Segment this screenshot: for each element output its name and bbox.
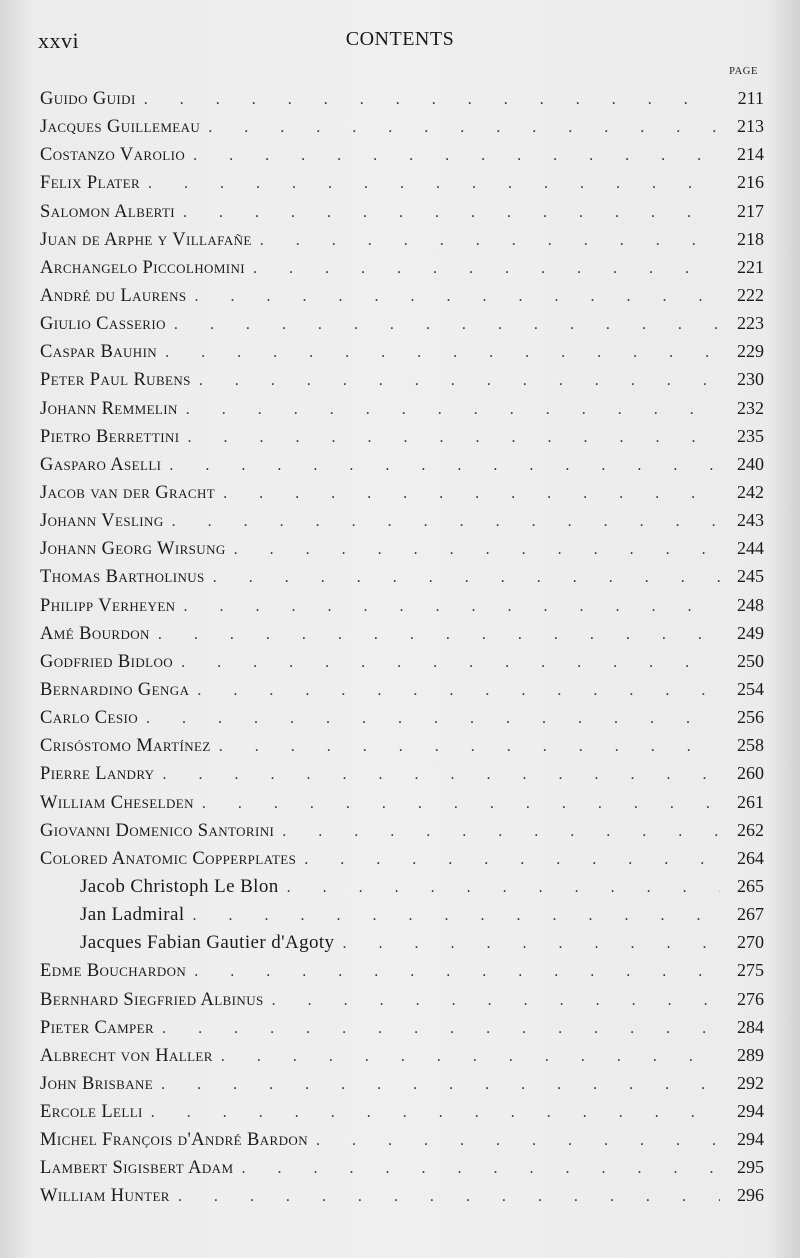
toc-entry-name: Jacob Christoph Le Blon [80, 875, 279, 897]
toc-entry [40, 168, 764, 196]
toc-entry-name: Johann Georg Wirsung [40, 539, 226, 560]
toc-entry-page: 275 [737, 960, 764, 981]
toc-entry-name: Crisóstomo Martínez [40, 736, 211, 757]
toc-entry [40, 900, 764, 928]
toc-entry-page: 232 [737, 397, 764, 418]
dot-leader [193, 142, 720, 170]
toc-entry-name: Michel François d'André Bardon [40, 1130, 308, 1151]
toc-entry [40, 478, 764, 506]
toc-entry-name: Peter Paul Rubens [40, 370, 191, 391]
toc-entry [40, 703, 764, 731]
toc-entry [40, 759, 764, 787]
toc-entry-name: Pieter Camper [40, 1017, 155, 1038]
toc-entry-page: 292 [737, 1072, 764, 1093]
dot-leader [178, 1183, 720, 1211]
toc-entry-name: Thomas Bartholinus [40, 567, 205, 588]
toc-entry [40, 534, 764, 562]
toc-entry-name: Carlo Cesio [40, 708, 138, 729]
toc-entry-page: 216 [737, 172, 764, 193]
toc-entry [40, 112, 764, 140]
toc-entry-name: Jacques Guillemeau [40, 117, 201, 138]
toc-entry-page: 258 [737, 735, 764, 756]
toc-entry-page: 261 [737, 791, 764, 812]
dot-leader [194, 958, 720, 986]
toc-entry-page: 294 [737, 1101, 764, 1122]
toc-entry-name: Caspar Bauhin [40, 342, 158, 363]
dot-leader [151, 1099, 720, 1127]
toc-entry-page: 221 [737, 256, 764, 277]
toc-entry-name: Bernardino Genga [40, 679, 190, 700]
toc-entry-name: William Cheselden [40, 792, 194, 813]
toc-entry [40, 985, 764, 1013]
toc-entry-name: Bernhard Siegfried Albinus [40, 989, 264, 1010]
toc-entry-name: Archangelo Piccolhomini [40, 257, 246, 278]
dot-leader [181, 649, 720, 677]
toc-entry-page: 295 [737, 1157, 764, 1178]
dot-leader [223, 480, 720, 508]
dot-leader [158, 621, 720, 649]
toc-entry [40, 1041, 764, 1069]
dot-leader [342, 930, 720, 958]
toc-entry-name: Jacob van der Gracht [40, 482, 216, 503]
dot-leader [234, 536, 720, 564]
dot-leader [172, 508, 720, 536]
toc-entry-page: 249 [737, 622, 764, 643]
toc-entry-page: 242 [737, 481, 764, 502]
toc-entry [40, 253, 764, 281]
dot-leader [187, 424, 720, 452]
toc-entry [40, 675, 764, 703]
toc-entry [40, 422, 764, 450]
toc-entry-page: 265 [737, 875, 764, 896]
dot-leader [260, 227, 720, 255]
toc-entry [40, 619, 764, 647]
toc-entry [40, 591, 764, 619]
toc-entry-page: 235 [737, 425, 764, 446]
toc-entry-name: Salomon Alberti [40, 201, 176, 222]
toc-entry-name: Amé Bourdon [40, 623, 150, 644]
toc-entry-name: Guido Guidi [40, 89, 136, 109]
toc-entry-page: 244 [737, 538, 764, 559]
dot-leader [144, 86, 720, 114]
toc-entry-name: Johann Vesling [40, 511, 164, 532]
toc-entry-page: 264 [737, 847, 764, 868]
table-of-contents [40, 84, 764, 1210]
dot-leader [221, 1043, 720, 1071]
toc-entry-page: 250 [737, 650, 764, 671]
toc-entry-name: William Hunter [40, 1186, 170, 1207]
toc-entry-page: 243 [737, 510, 764, 531]
toc-entry-name: Colored Anatomic Copperplates [40, 848, 297, 869]
dot-leader [186, 396, 720, 424]
toc-entry-page: 222 [737, 284, 764, 305]
dot-leader [183, 593, 720, 621]
toc-entry [40, 140, 764, 168]
toc-entry-name: André du Laurens [40, 285, 187, 306]
dot-leader [165, 339, 720, 367]
toc-entry [40, 1097, 764, 1125]
dot-leader [194, 283, 720, 311]
dot-leader [193, 902, 720, 930]
toc-entry [40, 225, 764, 253]
dot-leader [169, 452, 720, 480]
toc-entry-page: 256 [737, 707, 764, 728]
toc-entry [40, 394, 764, 422]
toc-entry-name: Juan de Arphe y Villafañe [40, 229, 252, 250]
toc-entry [40, 844, 764, 872]
toc-entry-name: Ercole Lelli [40, 1102, 143, 1123]
dot-leader [316, 1127, 720, 1155]
toc-entry [40, 281, 764, 309]
toc-entry [40, 562, 764, 590]
dot-leader [272, 987, 720, 1015]
toc-entry [40, 1069, 764, 1097]
toc-entry [40, 1013, 764, 1041]
dot-leader [146, 705, 720, 733]
toc-entry [40, 816, 764, 844]
toc-entry-name: Godfried Bidloo [40, 651, 174, 672]
dot-leader [282, 818, 720, 846]
toc-entry-page: 276 [737, 988, 764, 1009]
dot-leader [219, 733, 720, 761]
dot-leader [148, 170, 720, 198]
toc-entry [40, 956, 764, 984]
toc-entry-name: Giulio Casserio [40, 314, 166, 335]
toc-entry-page: 284 [737, 1016, 764, 1037]
toc-entry-page: 262 [737, 819, 764, 840]
toc-entry [40, 788, 764, 816]
toc-entry-name: Johann Remmelin [40, 398, 178, 419]
toc-entry [40, 365, 764, 393]
toc-entry [40, 872, 764, 900]
dot-leader [213, 564, 720, 592]
dot-leader [241, 1155, 720, 1183]
toc-entry [40, 1153, 764, 1181]
toc-entry-page: 240 [737, 453, 764, 474]
toc-entry-page: 213 [737, 116, 764, 137]
toc-entry-name: Albrecht von Haller [40, 1045, 213, 1066]
page-column-label: PAGE [729, 66, 758, 77]
page-title: CONTENTS [345, 28, 455, 50]
toc-entry-name: Gasparo Aselli [40, 454, 162, 475]
dot-leader [304, 846, 720, 874]
toc-entry [40, 731, 764, 759]
toc-entry [40, 1125, 764, 1153]
toc-entry [40, 928, 764, 956]
dot-leader [161, 1071, 720, 1099]
toc-entry [40, 337, 764, 365]
toc-entry-page: 260 [737, 763, 764, 784]
toc-entry-name: Pierre Landry [40, 764, 155, 785]
toc-entry-page: 296 [737, 1185, 764, 1206]
toc-entry-page: 294 [737, 1129, 764, 1150]
toc-entry [40, 647, 764, 675]
toc-entry [40, 1181, 764, 1209]
toc-entry [40, 197, 764, 225]
toc-entry-name: Lambert Sigisbert Adam [40, 1158, 234, 1179]
toc-entry-name: Jan Ladmiral [80, 904, 185, 926]
dot-leader [197, 677, 720, 705]
toc-entry-page: 245 [737, 566, 764, 587]
dot-leader [287, 874, 720, 902]
toc-entry-page: 223 [737, 313, 764, 334]
dot-leader [162, 761, 720, 789]
toc-entry-page: 214 [737, 144, 764, 165]
toc-entry-name: Costanzo Varolio [40, 145, 186, 166]
toc-entry-name: John Brisbane [40, 1073, 154, 1094]
toc-entry-name: Giovanni Domenico Santorini [40, 820, 275, 841]
toc-entry-page: 217 [737, 200, 764, 221]
dot-leader [183, 199, 720, 227]
toc-entry-page: 248 [737, 594, 764, 615]
toc-entry-page: 230 [737, 369, 764, 390]
toc-entry-page: 229 [737, 341, 764, 362]
toc-entry-page: 218 [737, 228, 764, 249]
toc-entry-page: 270 [737, 932, 764, 953]
toc-entry-name: Philipp Verheyen [40, 595, 176, 616]
toc-entry [40, 506, 764, 534]
dot-leader [174, 311, 720, 339]
toc-entry [40, 84, 764, 112]
toc-entry [40, 450, 764, 478]
toc-entry-name: Jacques Fabian Gautier d'Agoty [80, 932, 335, 954]
toc-entry-name: Pietro Berrettini [40, 426, 180, 447]
page-folio: xxvi [38, 28, 80, 53]
toc-entry-page: 267 [737, 904, 764, 925]
toc-entry-page: 289 [737, 1044, 764, 1065]
toc-entry-page: 211 [737, 88, 764, 108]
dot-leader [162, 1015, 720, 1043]
dot-leader [253, 255, 720, 283]
toc-entry-name: Felix Plater [40, 173, 141, 194]
dot-leader [202, 790, 720, 818]
dot-leader [208, 114, 720, 142]
toc-entry-name: Edme Bouchardon [40, 961, 187, 982]
toc-entry [40, 309, 764, 337]
toc-entry-page: 254 [737, 678, 764, 699]
dot-leader [199, 367, 720, 395]
